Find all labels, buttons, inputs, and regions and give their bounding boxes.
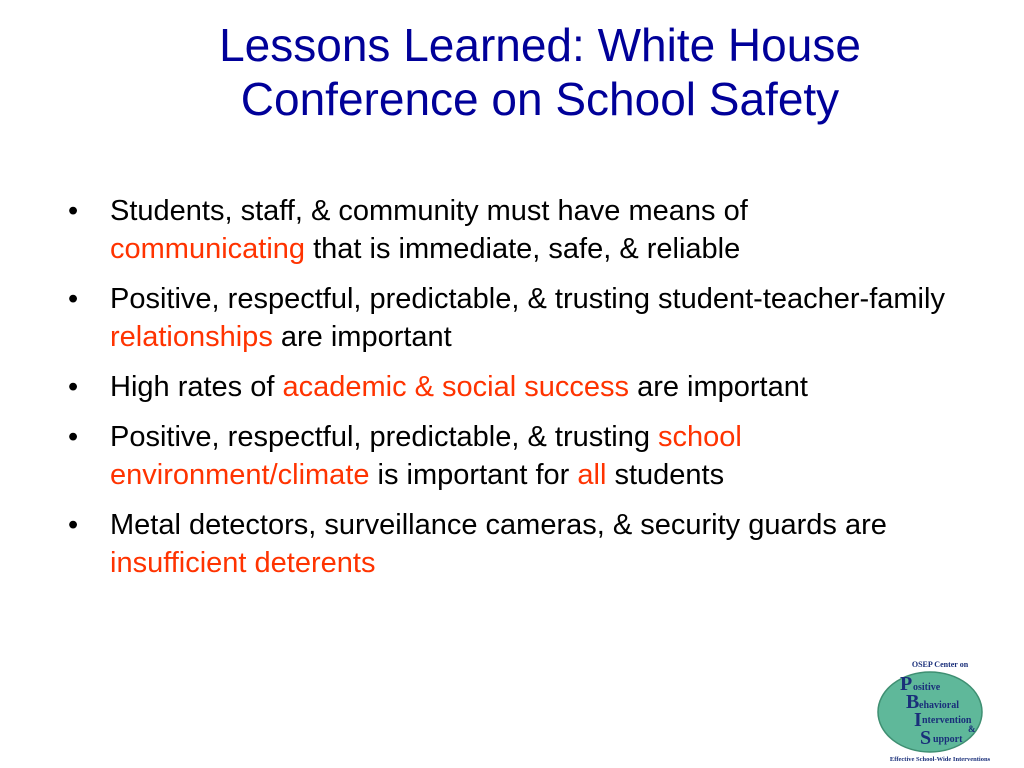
bullet-text: Students, staff, & community must have means of [110, 195, 748, 227]
bullet-text: are important [629, 371, 808, 403]
highlighted-text: all [577, 459, 607, 491]
bullet-text: Positive, respectful, predictable, & trusting student-teacher-family [110, 283, 945, 315]
logo-letter-p: P [900, 673, 913, 695]
bullet-marker: • [68, 509, 79, 541]
bullet-item [68, 506, 948, 582]
highlighted-text: relationships [110, 321, 273, 353]
bullet-marker: • [68, 421, 79, 453]
logo-word-intervention: ntervention [922, 715, 972, 726]
pbis-logo [870, 660, 1010, 764]
logo-letter-i: I [914, 709, 922, 731]
bullet-text: High rates of [110, 371, 283, 403]
bullet-text: that is immediate, safe, & reliable [305, 233, 741, 265]
bullet-marker: • [68, 371, 79, 403]
logo-ampersand: & [968, 724, 976, 734]
slide-title [100, 18, 980, 126]
bullet-marker: • [68, 195, 79, 227]
bullet-text: Metal detectors, surveillance cameras, & security guards are [110, 509, 887, 541]
logo-letter-b: B [906, 691, 920, 713]
highlighted-text: school environment/climate [110, 421, 742, 491]
slide-title-line-2: Conference on School Safety [240, 73, 840, 125]
bullet-text: are important [272, 321, 452, 353]
bullet-text: is important for [369, 459, 578, 491]
logo-word-support: upport [933, 734, 963, 745]
logo-bottom-text: Effective School-Wide Interventions [889, 756, 991, 763]
logo-letter-s: S [920, 727, 932, 749]
bullet-item [68, 418, 948, 494]
bullet-item [68, 192, 948, 268]
highlighted-text: insufficient deterents [110, 547, 376, 579]
bullet-item [68, 368, 948, 406]
logo-top-text: OSEP Center on [911, 660, 969, 669]
bullet-text: Positive, respectful, predictable, & trusting [110, 421, 659, 453]
bullet-list [68, 192, 948, 594]
slide-title-line-1: Lessons Learned: White House [219, 19, 861, 71]
logo-word-positive: ositive [913, 682, 941, 693]
highlighted-text: communicating [110, 233, 306, 265]
bullet-marker: • [68, 283, 79, 315]
bullet-item [68, 280, 948, 356]
highlighted-text: academic & social success [282, 371, 630, 403]
logo-word-behavioral: ehavioral [919, 700, 959, 711]
bullet-text: students [606, 459, 725, 491]
